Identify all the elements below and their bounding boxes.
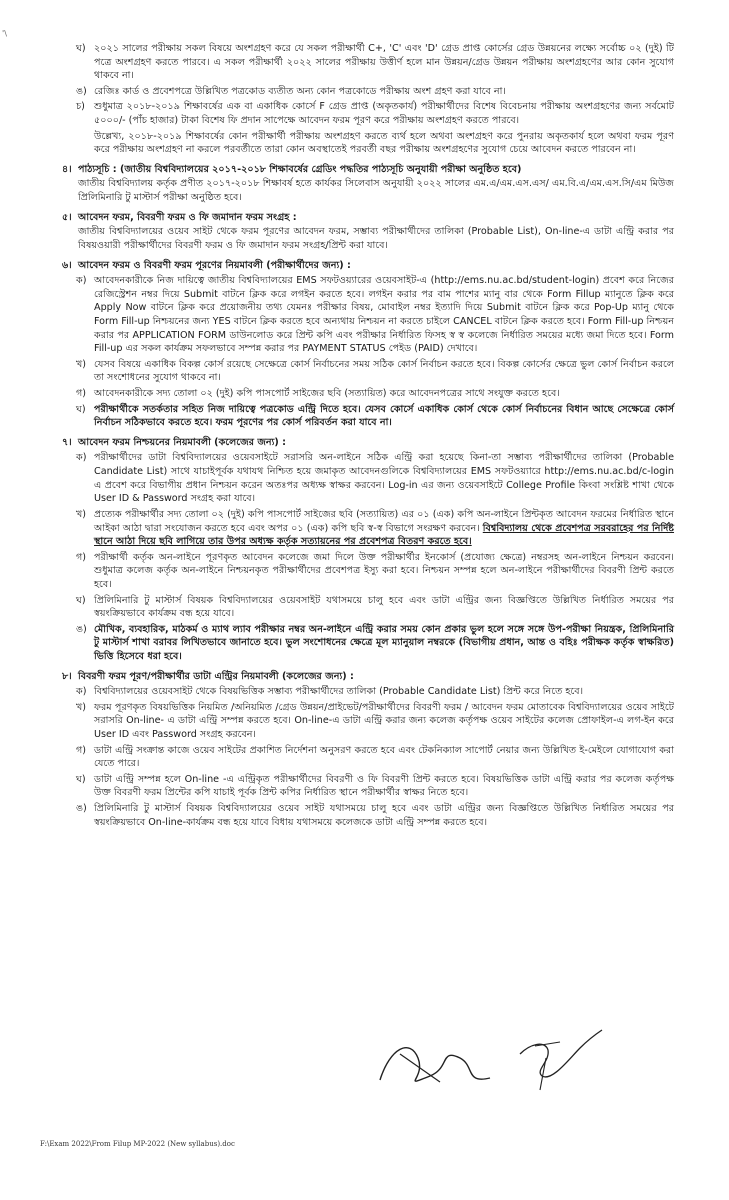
list-item: গ) আবেদনকারীকে সদ্য তোলা ০২ (দুই) কপি পাসপোর্ট সাইজের ছবি (সত্যায়িত) করে আবেদনপত্রের সাথে সংযুক্ত করতে হবে। [76,388,560,400]
list-item: ঘ) পরীক্ষার্থীকে সতর্কতার সহিত নিজ দায়িত্বে পত্রকোড এন্ট্রি দিতে হবে। যেসব কোর্সে একাধিক কোর্স থেকে কোর্স নির্বাচনের বিধান আছে সেক্ষেত্রে কোর্স নির্বাচন সঠিকভাবে করতে হবে। ফরম পূরণের পর কোর্স পরিবর্তন করা যাবে না। [76,403,674,429]
list-item: ঙ) মৌখিক, ব্যবহারিক, মাঠকর্ম ও ম্যাথ ল্যাব পরীক্ষার নম্বর অন-লাইনে এন্ট্রি করার সময় কোন প্রকার ভুল হলে সঙ্গে সঙ্গে উপ-পরীক্ষা নিয়ন্ত্রক, প্রিলিমিনারি টু মাস্টার্স শাখা বরাবর লিখিতভাবে জানাতে হবে। ভুল সংশোধনের ক্ষেত্রে মূল ম্যানুয়াল নম্বরকে (বিভাগীয় প্রধান, আন্ত ও বহিঃ পরীক্ষক কর্তৃক স্বাক্ষরিত) ভিত্তি হিসেবে ধরা হবে। [76,623,674,662]
list-item: ক) বিশ্ববিদ্যালয়ের ওয়েবসাইট থেকে বিষয়ভিত্তিক সম্ভাব্য পরীক্ষার্থীদের তালিকা (Probable Candidate List) প্রিন্ট করে নিতে হবে। [76,686,584,698]
section-heading: ৪। পাঠ্যসূচি : (জাতীয় বিশ্ববিদ্যালয়ের ২০১৭-২০১৮ শিক্ষাবর্ষের গ্রেডিং পদ্ধতির পাঠ্যসূচি অনুযায়ী পরীক্ষা অনুষ্ঠিত হবে) [62,163,522,175]
section-paragraph: জাতীয় বিশ্ববিদ্যালয়ের ওয়েব সাইট থেকে ফরম পূরণের আবেদন ফরম, সম্ভাব্য পরীক্ষার্থীদের তালিকা (Probable List), On-line-এ ডাটা এন্ট্রি করার পর বিষয়ওয়ারী পরীক্ষার্থীদের বিবরণী ফরম ও ফি জমাদান ফরম সংগ্রহ/প্রিন্ট করা যাবে। [78,226,674,251]
list-item: ক) পরীক্ষার্থীদের ডাটা বিশ্ববিদ্যালয়ের ওয়েবসাইটে সরাসরি অন-লাইনে সঠিক এন্ট্রি করা হয়েছে কিনা-তা সম্ভাব্য পরীক্ষার্থীদের তালিকা (Probable Candidate List) সাথে যাচাইপূর্বক যথাযথ নিশ্চিত হয়ে জমাকৃত আবেদনগুলিকে বিশ্ববিদ্যালয়ের EMS সফটওয়্যারে http://ems.nu.ac.bd/c-login এ প্রবেশ করে বিভাগীয় প্রধান নিশ্চয়ন করেন অতঃপর অধ্যক্ষ স্বাক্ষর করবেন। Log-in এর জন্য ওয়েবসাইটে College Profile কিংবা সংশ্লিষ্ট শাখা থেকে User ID & Password সংগ্রহ করা যাবে। [76,452,674,505]
section-form-collection [62,211,674,253]
section-heading: ৭। আবেদন ফরম নিশ্চয়নের নিয়মাবলী (কলেজের জন্য) : [62,436,286,448]
list-item: চ) শুধুমাত্র ২০১৮-২০১৯ শিক্ষাবর্ষের এক বা একাধিক কোর্সে F গ্রেড প্রাপ্ত (অকৃতকার্য) পরীক্ষার্থীদের বিশেষ বিবেচনায় পরীক্ষায় অংশগ্রহণের জন্য সর্বমোট ৫০০০/- (পাঁচ হাজার) টাকা বিশেষ ফি প্রদান সাপেক্ষে আবেদন ফরম পূরণ করে পরীক্ষায় অংশগ্রহণ করতে পারবে। [76,101,674,127]
list-item: খ) ফরম পূরণকৃত বিষয়ভিত্তিক নিয়মিত /অনিয়মিত /গ্রেড উন্নয়ন/প্রাইভেট/পরীক্ষার্থীদের বিবরণী ফরম / আবেদন ফরম মোতাবেক বিশ্ববিদ্যালয়ের ওয়েব সাইটে সরাসরি On-line- এ ডাটা এন্ট্রি সম্পন্ন করতে হবে। On-line-এ ডাটা এন্ট্রি করার জন্য কলেজ কর্তৃপক্ষ ওয়েব সাইটের কলেজ প্রোফাইল-এ লগ-ইন করে User ID এবং Password সংগ্রহ করবেন। [76,701,674,741]
section-paragraph: জাতীয় বিশ্ববিদ্যালয় কর্তৃক প্রণীত ২০১৭-২০১৮ শিক্ষাবর্ষ হতে কার্যকর সিলেবাস অনুযায়ী ২০২২ সালের এম.এ/এম.এস.এস/ এম.বি.এ/এম.এস.সি/এম মিউজ প্রিলিমিনারি টু মাস্টার্স পরীক্ষা অনুষ্ঠিত হবে। [78,178,674,204]
section-heading: ৮। বিবরণী ফরম পূরণ/পরীক্ষার্থীর ডাটা এন্ট্রির নিয়মাবলী (কলেজের জন্য) : [62,670,354,682]
list-item: ক) আবেদনকারীকে নিজ দায়িত্বে জাতীয় বিশ্ববিদ্যালয়ের EMS সফটওয়্যারের ওয়েবসাইট-এ (http://ems.nu.ac.bd/student-login) প্রবেশ করে নিজের রেজিস্ট্রেশন নম্বর দিয়ে Submit বাটনে ক্লিক করে লগইন করতে হবে। লগইন করার পর বাম পাশের ম্যানু বার থেকে Form Fillup ম্যানুতে ক্লিক করে Apply Now বাটনে ক্লিক করে প্রয়োজনীয় তথ্য যেমনঃ পরীক্ষার বিষয়, মোবাইল নম্বর ইত্যাদি দিয়ে Submit বাটনে ক্লিক করে Pop-Up ম্যানু থেকে Form Fill-up নিশ্চয়নের জন্য YES বাটনে ক্লিক করতে হবে অন্যথায় নিশ্চয়ন না করতে চাইলে CANCEL বাটনে ক্লিক করতে হবে। Form Fill-up নিশ্চয়ন করার পর APPLICATION FORM ডাউনলোড করে প্রিন্ট কপি এবং পরীক্ষার নির্ধারিত ফিসহ স্ব স্ব কলেজে নির্ধারিত সময়ের মধ্যে জমা দিতে হবে। Form Fill-up এর সকল কার্যক্রম সফলভাবে সম্পন্ন করার পর PAYMENT STATUS পেইড (PAID) দেখাবে। [76,275,674,355]
signature-left [380,1048,490,1082]
section-heading: ৬। আবেদন ফরম ও বিবরণী ফরম পূরণের নিয়মাবলী (পরীক্ষার্থীদের জন্য) : [62,259,351,271]
signature-right [520,1030,602,1077]
section-heading: ৫। আবেদন ফরম, বিবরণী ফরম ও ফি জমাদান ফরম সংগ্রহ : [62,211,297,223]
document-body [62,40,674,831]
list-item: গ) ডাটা এন্ট্রি সংক্রান্ত কাজে ওয়েব সাইটের প্রকাশিত নির্দেশনা অনুসরণ করতে হবে এবং টেকনিক্যাল সাপোর্ট নেয়ার জন্য উল্লিখিত ই-মেইলে যোগাযোগ করা যেতে পারে। [76,744,674,770]
list-item: ঘ) ডাটা এন্ট্রি সম্পন্ন হলে On-line -এ এন্ট্রিকৃত পরীক্ষার্থীদের বিবরণী ও ফি বিবরণী প্রিন্ট করতে হবে। বিষয়ভিত্তিক ডাটা এন্ট্রি করার পর কলেজ কর্তৃপক্ষ উক্ত বিবরণী ফরম প্রিন্টের কপি যাচাই পূর্বক প্রিন্ট কপির নির্ধারিত স্থানে পরীক্ষার্থীর স্বাক্ষর নিতে হবে। [76,773,674,799]
list-item: ঘ) প্রিলিমিনারি টু মাস্টার্স বিষয়ক বিশ্ববিদ্যালয়ের ওয়েবসাইট যথাসময়ে চালু হবে এবং ডাটা এন্ট্রির জন্য বিজ্ঞপ্তিতে উল্লিখিত নির্ধারিত সময়ের পর স্বয়ংক্রিয়ভাবে কার্যক্রম বন্ধ হয়ে যাবে। [76,594,674,620]
list-item: গ) পরীক্ষার্থী কর্তৃক অন-লাইনে পূরণকৃত আবেদন কলেজে জমা দিলে উক্ত পরীক্ষার্থীর ইনকোর্স (প্রযোজ্য ক্ষেত্রে) নম্বরসহ অন-লাইনে নিশ্চয়ন করবেন। শুধুমাত্র কলেজ কর্তৃক অন-লাইনে নিশ্চয়নকৃত পরীক্ষার্থীদের প্রবেশপত্র ইস্যু করা হবে। নিশ্চয়ন সম্পন্ন হলে অন-লাইনে পরীক্ষার্থীদের বিবরণী প্রিন্ট করতে হবে। [76,551,674,590]
list-item: খ) প্রত্যেক পরীক্ষার্থীর সদ্য তোলা ০২ (দুই) কপি পাসপোর্ট সাইজের ছবি (সত্যায়িত) এর ০১ (এক) কপি অন-লাইনে প্রিন্টকৃত আবেদন ফরমের নির্ধারিত স্থানে আইকা আঠা দ্বারা সংযোজন করতে হবে এবং অপর ০১ (এক) কপি ছবি স্ব-স্ব বিভাগে সংরক্ষণ করবেন। বিশ্ববিদ্যালয় থেকে প্রবেশপত্র সরবরাহের পর নির্দিষ্ট স্থানে আঠা দিয়ে ছবি লাগিয়ে তার উপর অধ্যক্ষ কর্তৃক সত্যায়নের পর প্রবেশপত্র বিতরণ করতে হবে। [76,508,675,548]
section-student-rules [62,259,674,430]
section-college-rules [62,436,674,664]
section-data-entry-rules [62,670,674,830]
signature-left-stroke [400,1054,440,1082]
section-syllabus [62,163,674,205]
corner-mark: '\ [2,29,7,38]
list-item: ঘ) ২০২১ সালের পরীক্ষায় সকল বিষয়ে অংশগ্রহণ করে যে সকল পরীক্ষার্থী C+, 'C' এবং 'D' গ্রেড প্রাপ্ত কোর্সের গ্রেড উন্নয়নের লক্ষ্যে সর্বোচ্চ ০২ (দুই) টি পত্রে অংশগ্রহণ করতে পারবে। এ সকল পরীক্ষার্থী ২০২২ সালের পরীক্ষায় উত্তীর্ণ হলে মান উন্নয়ন/গ্রেড উন্নয়ন পরীক্ষায় অংশগ্রহণের আর কোন সুযোগ থাকবে না। [76,43,674,82]
signatures [370,1018,610,1098]
file-path-footer: F:\Exam 2022\From Filup MP-2022 (New syllabus).doc [40,1140,235,1148]
list-item: ঙ) রেজিঃ কার্ড ও প্রবেশপত্রে উল্লিখিত পত্রকোড ব্যতীত অন্য কোন পত্রকোডে পরীক্ষায় অংশ গ্রহণ করা যাবে না। [76,85,506,97]
underlined-instruction: বিশ্ববিদ্যালয় থেকে প্রবেশপত্র সরবরাহের পর নির্দিষ্ট স্থানে আঠা দিয়ে ছবি লাগিয়ে তার উপর অধ্যক্ষ কর্তৃক সত্যায়নের পর প্রবেশপত্র বিতরণ করতে হবে। [94,522,675,548]
list-item-note: উল্লেখ্য, ২০১৮-২০১৯ শিক্ষাবর্ষের কোন পরীক্ষার্থী পরীক্ষায় অংশগ্রহণ করতে ব্যর্থ হলে অথবা অংশগ্রহণ করে পুনরায় অকৃতকার্য হলে অথবা ফরম পূরণ করে পরীক্ষায় অংশগ্রহণ না করলে পরবর্তীতে তারা কোন অবস্থাতেই পরবর্তী বছর পরীক্ষায় অংশগ্রহণের সুযোগ চেয়ে আবেদন করতে পারবেন না। [94,130,674,156]
list-item: খ) যেসব বিষয়ে একাধিক বিকল্প কোর্স রয়েছে সেক্ষেত্রে কোর্স নির্বাচনের সময় সঠিক কোর্স নির্বাচন করতে হবে। বিকল্প কোর্সের ক্ষেত্রে ভুল কোর্স নির্বাচন করলে তা সংশোধনের সুযোগ থাকবে না। [76,358,674,384]
list-item: ঙ) প্রিলিমিনারি টু মাস্টার্স বিষয়ক বিশ্ববিদ্যালয়ের ওয়েব সাইট যথাসময়ে চালু হবে এবং ডাটা এন্ট্রির জন্য বিজ্ঞপ্তিতে উল্লিখিত নির্ধারিত সময়ের পর স্বয়ংক্রিয়ভাবে On-line-কার্যক্রম বন্ধ হয়ে যাবে বিধায় যথাসময়ে কলেজকে ডাটা এন্ট্রি সম্পন্ন করতে হবে। [76,803,674,828]
